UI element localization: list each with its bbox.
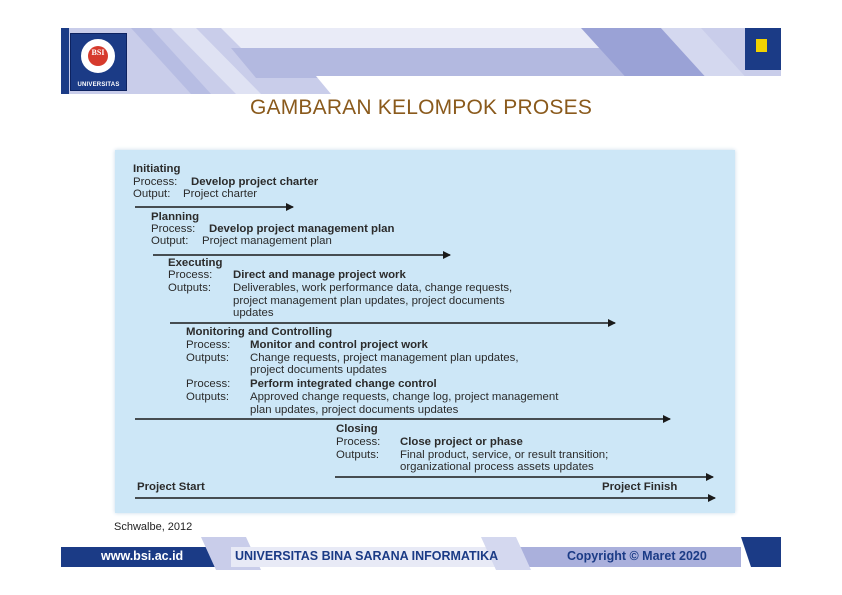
monitoring-outputs1-line: Change requests, project management plan updates,: [250, 352, 519, 364]
executing-outputs-line: Deliverables, work performance data, change requests,: [233, 282, 513, 294]
footer-website-link[interactable]: www.bsi.ac.id: [101, 549, 184, 563]
monitoring-process2-label: Process:: [186, 378, 231, 390]
executing-heading: Executing: [168, 257, 223, 269]
source-credit: Schwalbe, 2012: [114, 521, 193, 533]
monitoring-outputs2-line: Approved change requests, change log, project management: [250, 391, 559, 403]
monitoring-outputs2-label: Outputs:: [186, 391, 230, 403]
initiating-process: Develop project charter: [191, 176, 319, 188]
planning-process: Develop project management plan: [209, 223, 395, 235]
university-logo: [70, 33, 127, 91]
closing-heading: Closing: [336, 423, 378, 435]
executing-process: Direct and manage project work: [233, 269, 406, 281]
executing-outputs-line: project management plan updates, project documents: [233, 295, 505, 307]
slide-title: GAMBARAN KELOMPOK PROSES: [249, 96, 593, 119]
initiating-heading: Initiating: [133, 163, 181, 175]
monitoring-outputs1-label: Outputs:: [186, 352, 230, 364]
planning-process-label: Process:: [151, 223, 196, 235]
closing-outputs-label: Outputs:: [336, 449, 380, 461]
planning-heading: Planning: [151, 211, 200, 223]
executing-outputs-line: updates: [233, 307, 274, 319]
footer-copyright: Copyright © Maret 2020: [567, 549, 707, 563]
planning-output: Project management plan: [202, 235, 332, 247]
footer-university-name: UNIVERSITAS BINA SARANA INFORMATIKA: [235, 549, 499, 563]
monitoring-outputs2-line: plan updates, project documents updates: [250, 404, 459, 416]
logo-seal: [79, 37, 117, 75]
executing-outputs-label: Outputs:: [168, 282, 212, 294]
logo-label: UNIVERSITAS: [77, 82, 120, 88]
monitoring-outputs1-line: project documents updates: [250, 364, 387, 376]
monitoring-process1: Monitor and control project work: [250, 339, 428, 351]
initiating-output: Project charter: [183, 188, 258, 200]
closing-process-label: Process:: [336, 436, 381, 448]
process-groups-diagram: [115, 150, 735, 513]
initiating-output-label: Output:: [133, 188, 171, 200]
closing-process: Close project or phase: [400, 436, 523, 448]
logo-mark: BSI: [91, 48, 105, 57]
executing-process-label: Process:: [168, 269, 213, 281]
monitoring-heading: Monitoring and Controlling: [186, 326, 333, 338]
project-finish-label: Project Finish: [602, 481, 678, 493]
initiating-process-label: Process:: [133, 176, 178, 188]
monitoring-process2: Perform integrated change control: [250, 378, 437, 390]
closing-outputs-line: Final product, service, or result transition;: [400, 449, 609, 461]
project-start-label: Project Start: [137, 481, 205, 493]
header-banner: [61, 28, 781, 94]
monitoring-process1-label: Process:: [186, 339, 231, 351]
closing-outputs-line: organizational process assets updates: [400, 461, 594, 473]
corner-accent: [756, 39, 767, 52]
planning-output-label: Output:: [151, 235, 189, 247]
